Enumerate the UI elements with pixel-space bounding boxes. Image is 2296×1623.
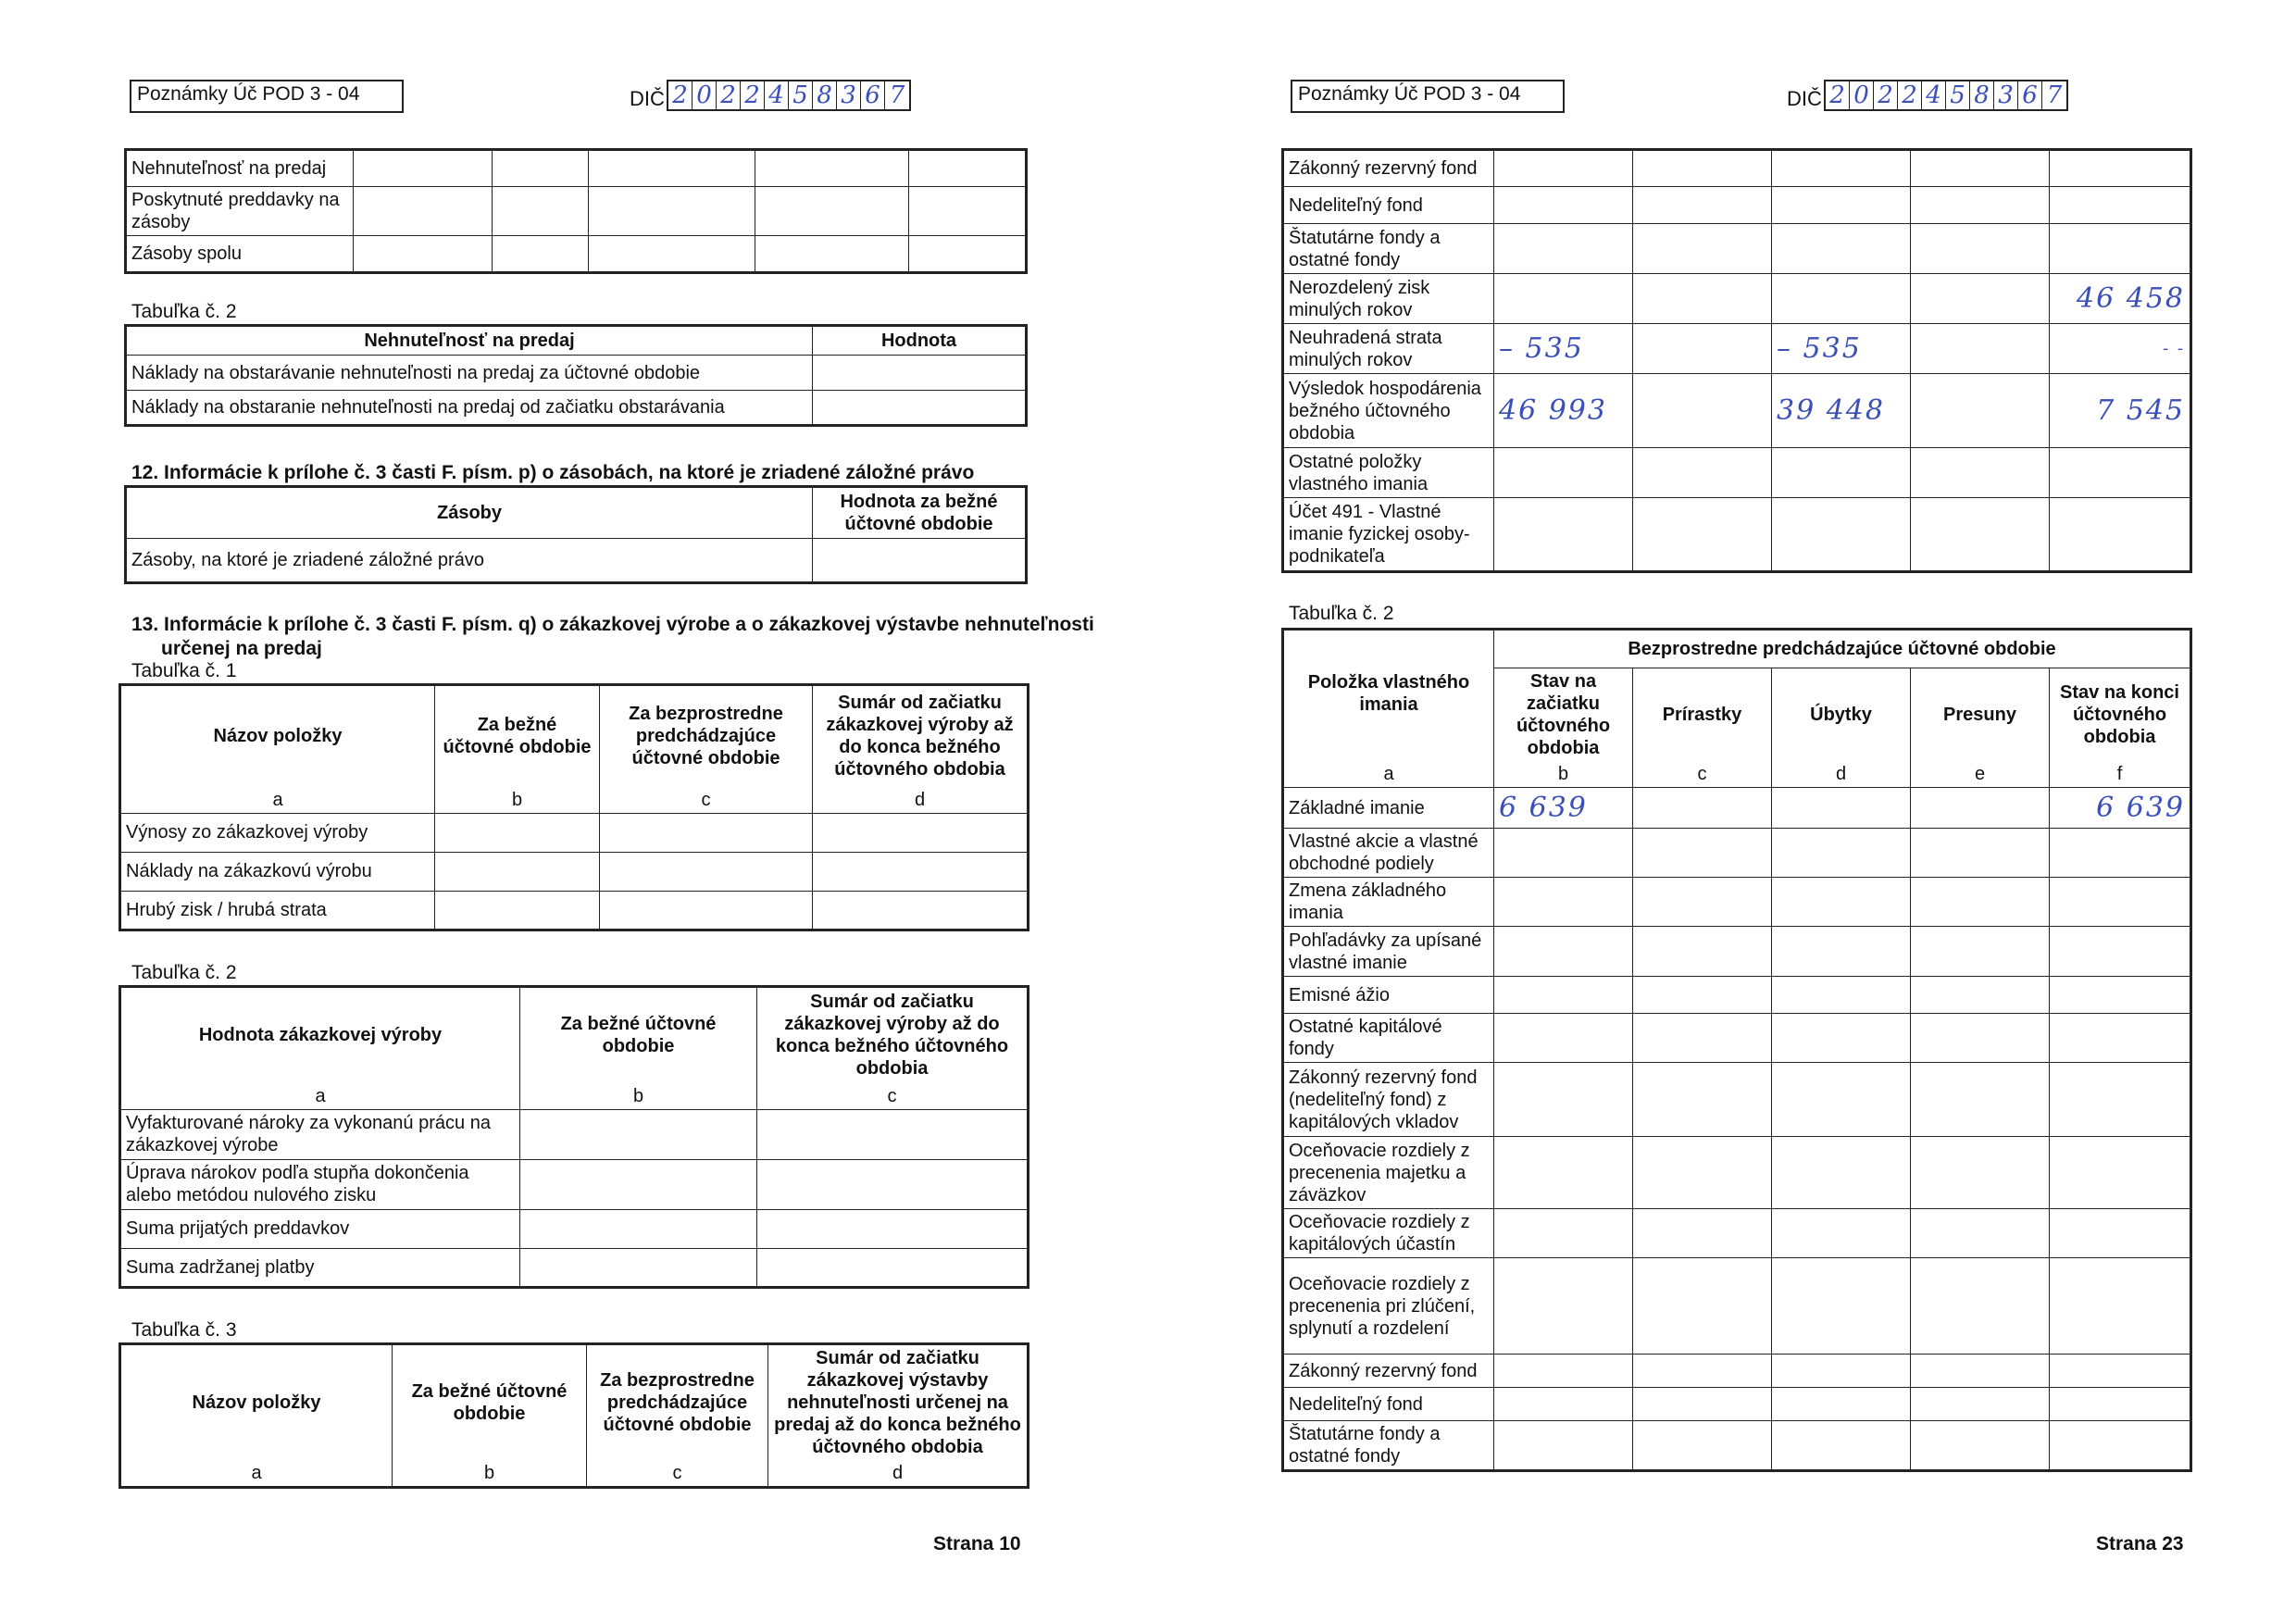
cell-value xyxy=(1772,224,1911,274)
row-label: Zásoby, na ktoré je zriadené záložné právo xyxy=(126,539,813,583)
dic-digit: 3 xyxy=(1994,81,2018,109)
cell-value xyxy=(1772,498,1911,572)
column-header: Nehnuteľnosť na predaj xyxy=(126,326,813,356)
column-letter: a xyxy=(120,787,435,814)
column-header: Sumár od začiatku zákazkovej výroby až do konca bežného účtovného obdobia xyxy=(757,987,1029,1083)
real-estate-construction-table xyxy=(119,1342,1029,1489)
column-letter: b xyxy=(1494,761,1633,788)
cell-value xyxy=(1494,1063,1633,1137)
table-caption: Tabuľka č. 3 xyxy=(131,1319,237,1341)
cell-value xyxy=(2050,1355,2191,1388)
page-number: Strana 23 xyxy=(2096,1533,2184,1554)
cell-value xyxy=(1772,274,1911,324)
cell-value: - - xyxy=(2050,324,2191,374)
dic-digit: 8 xyxy=(1970,81,1994,109)
column-letter: f xyxy=(2050,761,2191,788)
column-header: Stav na začiatku účtovného obdobia xyxy=(1494,668,1633,762)
row-label: Oceňovacie rozdiely z precenenia majetku a záväzkov xyxy=(1283,1137,1494,1209)
cell-value xyxy=(1772,448,1911,498)
row-label: Základné imanie xyxy=(1283,788,1494,829)
cell-value xyxy=(1494,927,1633,977)
dic-digit: 6 xyxy=(861,81,885,109)
cell-value xyxy=(2050,1209,2191,1258)
dic-label: DIČ xyxy=(630,87,665,110)
row-label: Štatutárne fondy a ostatné fondy xyxy=(1283,224,1494,274)
dic-digit: 4 xyxy=(1922,81,1946,109)
row-label: Poskytnuté preddavky na zásoby xyxy=(126,187,354,236)
table-caption: Tabuľka č. 1 xyxy=(131,660,237,681)
dic-digit: 2 xyxy=(1874,81,1898,109)
cell-value xyxy=(1494,1209,1633,1258)
cell-value xyxy=(2050,224,2191,274)
page-number: Strana 10 xyxy=(933,1533,1021,1554)
row-label: Zákonný rezervný fond xyxy=(1283,1355,1494,1388)
row-label: Zákonný rezervný fond (nedeliteľný fond) z kapitálových vkladov xyxy=(1283,1063,1494,1137)
column-header: Sumár od začiatku zákazkovej výstavby nehnuteľnosti určenej na predaj až do konca bežného účtovného obdobia xyxy=(768,1344,1029,1461)
column-letter: b xyxy=(435,787,600,814)
dic-digit: 5 xyxy=(789,81,813,109)
equity-table-previous xyxy=(1281,628,2192,1472)
column-letter: d xyxy=(1772,761,1911,788)
column-letter: c xyxy=(1633,761,1772,788)
column-letter: a xyxy=(120,1460,393,1488)
dic-digit: 2 xyxy=(1898,81,1922,109)
column-header: Hodnota za bežné účtovné obdobie xyxy=(813,487,1027,539)
cell-value xyxy=(2050,878,2191,927)
cell-value xyxy=(1494,1258,1633,1355)
cell-value xyxy=(2050,187,2191,224)
column-header: Stav na konci účtovného obdobia xyxy=(2050,668,2191,762)
row-label: Vlastné akcie a vlastné obchodné podiely xyxy=(1283,829,1494,878)
dic-digit: 5 xyxy=(1946,81,1970,109)
section-title: 12. Informácie k prílohe č. 3 časti F. písm. p) o zásobách, na ktoré je zriadené záložné právo xyxy=(131,462,975,483)
contract-production-table-2 xyxy=(119,985,1029,1289)
cell-value xyxy=(1494,878,1633,927)
row-label: Nedeliteľný fond xyxy=(1283,187,1494,224)
cell-value xyxy=(1494,1421,1633,1471)
cell-value xyxy=(1494,224,1633,274)
column-header: Hodnota zákazkovej výroby xyxy=(120,987,520,1083)
row-label: Suma zadržanej platby xyxy=(120,1248,520,1287)
cell-value xyxy=(1772,187,1911,224)
cell-value xyxy=(2050,927,2191,977)
cell-value xyxy=(1494,150,1633,187)
cell-value xyxy=(2050,498,2191,572)
dic-digit: 8 xyxy=(813,81,837,109)
column-letter: a xyxy=(120,1083,520,1110)
column-letter: a xyxy=(1283,761,1494,788)
cell-value xyxy=(2050,1014,2191,1063)
form-code: Poznámky Úč POD 3 - 04 xyxy=(137,83,360,105)
section-title-cont: určenej na predaj xyxy=(161,638,322,659)
row-label: Zákonný rezervný fond xyxy=(1283,150,1494,187)
cell-value xyxy=(2050,1421,2191,1471)
pledged-inventory-table xyxy=(124,485,1028,584)
row-label: Vyfakturované nároky za vykonanú prácu na zákazkovej výrobe xyxy=(120,1109,520,1159)
cell-value xyxy=(1494,187,1633,224)
dic-digit-boxes xyxy=(1824,80,2068,111)
cell-value xyxy=(2050,1137,2191,1209)
row-label: Pohľadávky za upísané vlastné imanie xyxy=(1283,927,1494,977)
column-header: Za bezprostredne predchádzajúce účtovné obdobie xyxy=(600,685,813,787)
form-code: Poznámky Úč POD 3 - 04 xyxy=(1298,83,1521,105)
row-label: Výnosy zo zákazkovej výroby xyxy=(120,813,435,852)
row-label: Náklady na obstarávanie nehnuteľnosti na predaj za účtovné obdobie xyxy=(126,356,813,391)
column-header: Názov položky xyxy=(120,685,435,787)
cell-value: 46 993 xyxy=(1494,374,1633,448)
column-letter: b xyxy=(393,1460,587,1488)
cell-value xyxy=(1494,1388,1633,1421)
cell-value xyxy=(2050,1258,2191,1355)
row-label-total: Zásoby spolu xyxy=(126,236,354,273)
column-header: Položka vlastného imania xyxy=(1283,630,1494,762)
row-label: Ostatné položky vlastného imania xyxy=(1283,448,1494,498)
dic-digit: 7 xyxy=(2046,81,2063,109)
cell-value xyxy=(1494,1137,1633,1209)
dic-digit: 4 xyxy=(765,81,789,109)
cell-value: 39 448 xyxy=(1772,374,1911,448)
form-header-box xyxy=(130,80,404,113)
row-label: Nedeliteľný fond xyxy=(1283,1388,1494,1421)
dic-label: DIČ xyxy=(1787,87,1822,110)
row-label: Zmena základného imania xyxy=(1283,878,1494,927)
cell-value xyxy=(1494,274,1633,324)
column-header: Hodnota xyxy=(813,326,1027,356)
inventory-table xyxy=(124,148,1028,274)
cell-value xyxy=(1494,977,1633,1014)
column-letter: c xyxy=(600,787,813,814)
row-label: Náklady na zákazkovú výrobu xyxy=(120,852,435,891)
row-label: Suma prijatých preddavkov xyxy=(120,1209,520,1248)
row-label: Štatutárne fondy a ostatné fondy xyxy=(1283,1421,1494,1471)
cell-value: 46 458 xyxy=(2050,274,2191,324)
dic-digit: 0 xyxy=(693,81,717,109)
cell-value: 6 639 xyxy=(2050,788,2191,829)
dic-digit: 0 xyxy=(1850,81,1874,109)
real-estate-table xyxy=(124,324,1028,427)
cell-value xyxy=(2050,150,2191,187)
group-header: Bezprostredne predchádzajúce účtovné obdobie xyxy=(1494,630,2191,668)
row-label: Účet 491 - Vlastné imanie fyzickej osoby-podnikateľa xyxy=(1283,498,1494,572)
cell-value: 7 545 xyxy=(2050,374,2191,448)
column-header: Názov položky xyxy=(120,1344,393,1461)
dic-digit: 7 xyxy=(889,81,905,109)
row-label: Výsledok hospodárenia bežného účtovného obdobia xyxy=(1283,374,1494,448)
cell-value xyxy=(2050,977,2191,1014)
row-label: Neuhradená strata minulých rokov xyxy=(1283,324,1494,374)
row-label: Ostatné kapitálové fondy xyxy=(1283,1014,1494,1063)
dic-digit-boxes xyxy=(667,80,911,111)
cell-value xyxy=(2050,1063,2191,1137)
column-header: Zásoby xyxy=(126,487,813,539)
row-label: Hrubý zisk / hrubá strata xyxy=(120,891,435,930)
column-letter: d xyxy=(813,787,1029,814)
cell-value xyxy=(1494,1014,1633,1063)
cell-value xyxy=(2050,1388,2191,1421)
column-letter: c xyxy=(757,1083,1029,1110)
cell-value xyxy=(2050,829,2191,878)
dic-digit: 2 xyxy=(668,81,693,109)
dic-digit: 2 xyxy=(741,81,765,109)
column-letter: e xyxy=(1911,761,2050,788)
cell-value xyxy=(1494,448,1633,498)
cell-value: 6 639 xyxy=(1494,788,1633,829)
contract-production-table-1 xyxy=(119,683,1029,931)
column-header: Úbytky xyxy=(1772,668,1911,762)
cell-value xyxy=(1494,1355,1633,1388)
column-header: Za bežné účtovné obdobie xyxy=(393,1344,587,1461)
column-header: Za bezprostredne predchádzajúce účtovné obdobie xyxy=(587,1344,768,1461)
dic-digit: 6 xyxy=(2018,81,2042,109)
equity-table-current xyxy=(1281,148,2192,573)
cell-value xyxy=(1494,829,1633,878)
row-label: Nerozdelený zisk minulých rokov xyxy=(1283,274,1494,324)
right-page xyxy=(1148,0,2296,1623)
row-label: Oceňovacie rozdiely z precenenia pri zlúčení, splynutí a rozdelení xyxy=(1283,1258,1494,1355)
cell-value: – 535 xyxy=(1494,324,1633,374)
dic-digit: 2 xyxy=(1826,81,1850,109)
row-label: Emisné ážio xyxy=(1283,977,1494,1014)
column-header: Sumár od začiatku zákazkovej výroby až do konca bežného účtovného obdobia xyxy=(813,685,1029,787)
cell-value xyxy=(1494,498,1633,572)
section-title: 13. Informácie k prílohe č. 3 časti F. písm. q) o zákazkovej výrobe a o zákazkovej výstavbe nehnuteľnosti xyxy=(131,614,1094,635)
dic-digit: 2 xyxy=(717,81,741,109)
column-header: Za bežné účtovné obdobie xyxy=(435,685,600,787)
dic-digit: 3 xyxy=(837,81,861,109)
column-letter: c xyxy=(587,1460,768,1488)
table-caption: Tabuľka č. 2 xyxy=(1289,603,1394,624)
row-label: Oceňovacie rozdiely z kapitálových účastín xyxy=(1283,1209,1494,1258)
row-label: Náklady na obstaranie nehnuteľnosti na predaj od začiatku obstarávania xyxy=(126,391,813,426)
cell-value: – 535 xyxy=(1772,324,1911,374)
row-label: Nehnuteľnosť na predaj xyxy=(126,150,354,187)
cell-value xyxy=(1772,150,1911,187)
column-header: Prírastky xyxy=(1633,668,1772,762)
column-letter: d xyxy=(768,1460,1029,1488)
table-caption: Tabuľka č. 2 xyxy=(131,962,237,983)
form-header-box xyxy=(1291,80,1565,113)
column-header: Presuny xyxy=(1911,668,2050,762)
row-label: Úprava nárokov podľa stupňa dokončenia alebo metódou nulového zisku xyxy=(120,1159,520,1209)
column-header: Za bežné účtovné obdobie xyxy=(520,987,757,1083)
table-caption: Tabuľka č. 2 xyxy=(131,301,237,322)
column-letter: b xyxy=(520,1083,757,1110)
cell-value xyxy=(2050,448,2191,498)
